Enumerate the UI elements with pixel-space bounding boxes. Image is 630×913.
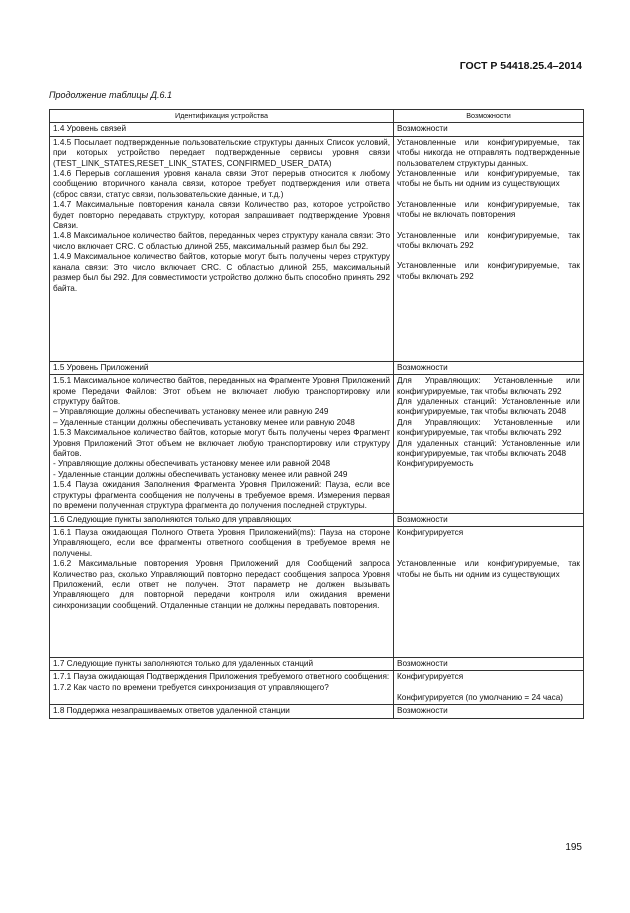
identification-cell <box>50 375 394 513</box>
item-text: 1.7.2 Как часто по времени требуется синхронизация от управляющего? <box>53 682 329 692</box>
table-row <box>50 526 584 657</box>
table-row <box>50 375 584 513</box>
section-capability: Возможности <box>394 123 584 136</box>
identification-cell <box>50 136 394 361</box>
item-text: 1.6.1 Пауза ожидающая Полного Ответа Уровня Приложений(ms): Пауза на стороне Управляющего, если все фрагменты ответного сообщения в требуемое время не получены. <box>53 527 390 558</box>
table-caption: Продолжение таблицы Д.6.1 <box>49 90 173 100</box>
table-row <box>50 705 584 718</box>
item-text: – Управляющие должны обеспечивать установку менее или равную 249 <box>53 407 329 417</box>
capability-text: Конфигурируется <box>397 527 464 537</box>
section-title: 1.4 Уровень связей <box>50 123 394 136</box>
capability-text: Для Управляющих: Установленные или конфигурируемые, так чтобы включать 292 <box>397 376 580 396</box>
identification-cell <box>50 526 394 657</box>
item-text: 1.4.6 Перерыв соглашения уровня канала связи Этот перерыв относится к любому сообщению вторичного канала связи, которое требует подтверждения или ответа (сброс связи, статус связи, пользовательские данные, и т.д.) <box>53 169 390 199</box>
section-title: 1.5 Уровень Приложений <box>50 361 394 374</box>
capability-text: Конфигурируемость <box>397 459 474 469</box>
item-text: 1.5.3 Максимальное количество байтов, которые могут быть получены через Фрагмент Уровня Приложений Этот объем не включает любую транспортировку или структуру байтов. <box>53 428 390 459</box>
capability-text: Для удаленных станций: Установленные или конфигурируемые, так чтобы включать 2048 <box>397 438 580 459</box>
section-title: 1.7 Следующие пункты заполняются только для удаленных станций <box>50 657 394 670</box>
item-text: 1.7.1 Пауза ожидающая Подтверждения Приложения требуемого ответного сообщения: <box>53 672 390 682</box>
item-text: 1.4.7 Максимальные повторения канала связи Количество раз, которое устройство будет повторно передавать структуру, которая запрашивает подтверждение Уровня Связи. <box>53 200 390 231</box>
item-text: 1.4.8 Максимальное количество байтов, переданных через структуру канала связи: Это число включает CRC. С областью длиной 255, максимальный размер был бы 292. <box>53 231 390 251</box>
item-text: – Удаленные станции должны обеспечивать установку менее или равную 2048 <box>53 417 355 427</box>
table-row <box>50 136 584 361</box>
section-capability: Возможности <box>394 705 584 718</box>
section-title: 1.6 Следующие пункты заполняются только для управляющих <box>50 513 394 526</box>
item-text: 1.4.5 Посылает подтвержденные пользовательские структуры данных Список условий, при которых устройство передает подтвержденные сервисы уровня связи (TEST_LINK_STATES,RESET_LINK_STATES, CONFIRMED_USER_DATA) <box>53 137 390 168</box>
capability-text: Установленные или конфигурируемые, так чтобы включать 292 <box>397 261 580 281</box>
table-row <box>50 361 584 374</box>
capability-text: Для Управляющих: Установленные или конфигурируемые, так чтобы включать 292 <box>397 417 580 438</box>
capability-text: Установленные или конфигурируемые, так чтобы не быть ни одним из существующих <box>397 559 580 579</box>
capability-cell <box>394 671 584 705</box>
table-header-row <box>50 110 584 123</box>
capability-text: Установленные или конфигурируемые, так чтобы никогда не отправлять подтвержденные пользователем структуры данных. <box>397 137 580 168</box>
capability-text: Установленные или конфигурируемые, так чтобы не быть ни одним из существующих <box>397 169 580 189</box>
section-capability: Возможности <box>394 361 584 374</box>
capability-text: Установленные или конфигурируемые, так чтобы включать 292 <box>397 230 580 251</box>
device-profile-table <box>49 109 584 719</box>
column-header: Идентификация устройства <box>50 110 394 123</box>
capability-text: Конфигурируется (по умолчанию = 24 часа) <box>397 692 564 702</box>
item-text: 1.5.4 Пауза ожидания Заполнения Фрагмента Уровня Приложений: Пауза, если все структуры фрагмента сообщения не получены в требуемое время. Измерения первая по времени полученная структура фрагмента до получения последней структуры. <box>53 480 390 511</box>
table-row <box>50 671 584 705</box>
capability-text: Конфигурируется <box>397 672 464 682</box>
table-row <box>50 657 584 670</box>
capability-cell <box>394 136 584 361</box>
item-text: 1.6.2 Максимальные повторения Уровня Приложений для Сообщений запроса Количество раз, сколько Управляющий повторно передаст сообщения запроса Уровня Приложений, если ответ не получен. Этот параметр не должен вызывать Управляющего для повторной передачи контроля или ожидания времени синхронизации сообщений. Отдаленные станции не должны передавать повторения. <box>53 559 390 610</box>
item-text: 1.4.9 Максимальное количество байтов, которые могут быть получены через структуру канала связи: Это число включает CRC. С областью длиной 255, максимальный размер был бы 292. Для совместимости устройство должно быть способно принять 292 байта. <box>53 252 390 293</box>
capability-cell <box>394 526 584 657</box>
identification-cell <box>50 671 394 705</box>
item-text: 1.5.1 Максимальное количество байтов, переданных на Фрагменте Уровня Приложений кроме Передачи Файлов: Этот объем не включает любую транспортировку или структуру байтов. <box>53 376 390 407</box>
capability-cell <box>394 375 584 513</box>
item-text: - Удаленные станции должны обеспечивать установку менее или равной 249 <box>53 469 348 479</box>
capability-text: Установленные или конфигурируемые, так чтобы не включать повторения <box>397 199 580 220</box>
page-number: 195 <box>565 842 582 853</box>
capability-text: Для удаленных станций: Установленные или конфигурируемые, так чтобы включать 2048 <box>397 397 580 417</box>
item-text: - Управляющие должны обеспечивать установку менее или равной 2048 <box>53 459 331 469</box>
table-row <box>50 513 584 526</box>
table-row <box>50 123 584 136</box>
section-capability: Возможности <box>394 657 584 670</box>
section-capability: Возможности <box>394 513 584 526</box>
section-title: 1.8 Поддержка незапрашиваемых ответов удаленной станции <box>50 705 394 718</box>
document-header: ГОСТ Р 54418.25.4–2014 <box>459 60 582 72</box>
column-header: Возможности <box>394 110 584 123</box>
